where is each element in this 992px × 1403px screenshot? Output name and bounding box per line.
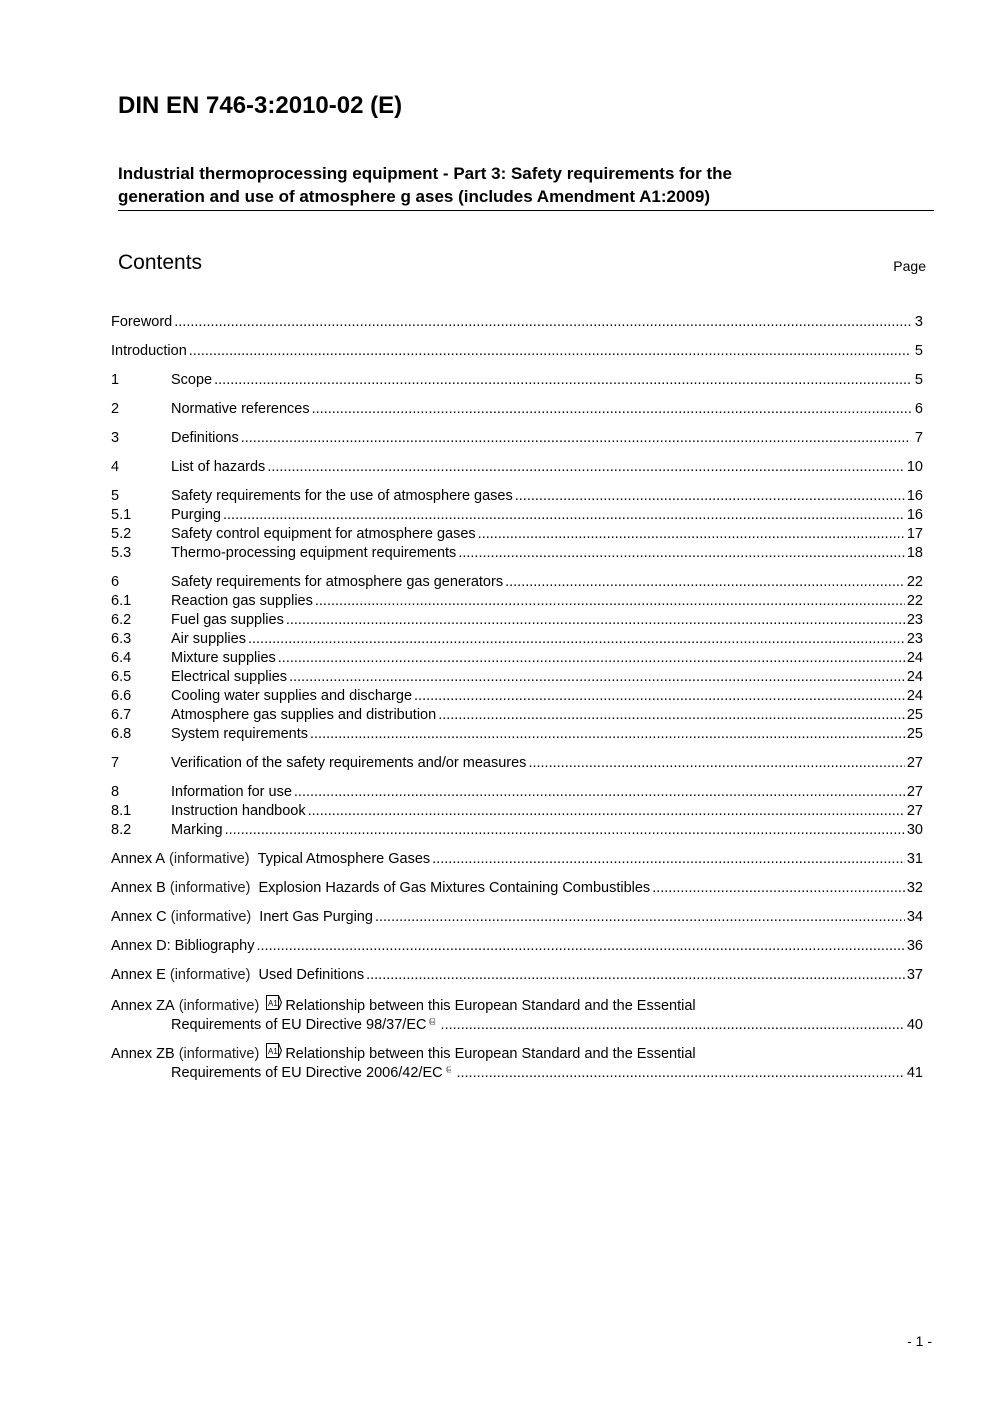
- toc-entry-5[interactable]: [111, 487, 923, 506]
- annex-label: Annex ZB: [111, 1046, 175, 1062]
- toc-entry-3[interactable]: [111, 429, 923, 448]
- toc-entry-title: Safety control equipment for atmosphere gases: [171, 526, 476, 542]
- toc-entry-number: 1: [111, 372, 120, 388]
- toc-entry-title: Requirements of EU Directive 98/37/EC: [171, 1017, 427, 1033]
- toc-entry-annex-a[interactable]: [111, 850, 923, 869]
- toc-entry-annex-za[interactable]: [111, 995, 923, 1014]
- toc-entry-number: 5: [111, 488, 120, 504]
- toc-entry-annex-b[interactable]: [111, 879, 923, 898]
- toc-leader-dots: [286, 611, 905, 630]
- toc-entry-title: Used Definitions: [258, 967, 365, 983]
- table-of-contents: [111, 313, 923, 1081]
- toc-entry-introduction[interactable]: [111, 342, 923, 361]
- toc-entry-page: 41: [906, 1065, 923, 1081]
- toc-entry-5-3[interactable]: [111, 544, 923, 563]
- toc-entry-6-8[interactable]: [111, 725, 923, 744]
- contents-heading: Contents: [118, 251, 203, 274]
- toc-entry-page: 27: [906, 755, 923, 771]
- toc-entry-page: 5: [914, 343, 923, 359]
- amendment-a1-start-icon: [266, 1043, 282, 1058]
- toc-leader-dots: [225, 821, 905, 840]
- toc-leader-dots: [515, 487, 905, 506]
- toc-leader-dots: [438, 706, 905, 725]
- toc-leader-dots: [310, 725, 905, 744]
- toc-leader-dots: [241, 429, 911, 448]
- svg-text:A1: A1: [447, 1067, 452, 1072]
- toc-entry-8-2[interactable]: [111, 821, 923, 840]
- toc-entry-5-2[interactable]: [111, 525, 923, 544]
- toc-entry-annex-d[interactable]: [111, 937, 923, 956]
- toc-entry-8-1[interactable]: [111, 802, 923, 821]
- document-title-line-1: Industrial thermoprocessing equipment - Part 3: Safety requirements for the: [118, 164, 733, 183]
- toc-entry-number: 6.1: [111, 593, 132, 609]
- toc-entry-page: 6: [914, 401, 923, 417]
- toc-entry-number: 3: [111, 430, 120, 446]
- annex-label: Annex E: [111, 967, 166, 983]
- annex-label: Annex B: [111, 880, 166, 896]
- toc-entry-page: 25: [906, 726, 923, 742]
- toc-entry-number: 6.5: [111, 669, 132, 685]
- toc-entry-title: Definitions: [171, 430, 239, 446]
- toc-entry-title: Safety requirements for the use of atmosphere gases: [171, 488, 513, 504]
- toc-entry-annex-za-continued[interactable]: [111, 1014, 923, 1033]
- toc-leader-dots: [458, 544, 905, 563]
- toc-entry-page: 32: [906, 880, 923, 896]
- toc-entry-number: 6.7: [111, 707, 132, 723]
- toc-entry-title: Relationship between this European Standard and the Essential: [285, 998, 696, 1014]
- toc-entry-page: 18: [906, 545, 923, 561]
- toc-entry-title: Information for use: [171, 784, 292, 800]
- toc-entry-number: 8.2: [111, 822, 132, 838]
- toc-entry-page: 27: [906, 784, 923, 800]
- toc-entry-8[interactable]: [111, 783, 923, 802]
- toc-entry-number: 6.4: [111, 650, 132, 666]
- toc-leader-dots: [315, 592, 905, 611]
- toc-leader-dots: [248, 630, 905, 649]
- toc-leader-dots: [414, 687, 905, 706]
- toc-entry-title: System requirements: [171, 726, 308, 742]
- toc-entry-annex-zb-continued[interactable]: [111, 1062, 923, 1081]
- amendment-a1-start-icon: [266, 995, 282, 1010]
- toc-entry-page: 23: [906, 631, 923, 647]
- toc-entry-6-1[interactable]: [111, 592, 923, 611]
- toc-leader-dots: [223, 506, 905, 525]
- toc-entry-title: Atmosphere gas supplies and distribution: [171, 707, 437, 723]
- document-title: [118, 162, 934, 211]
- toc-entry-page: 10: [906, 459, 923, 475]
- toc-entry-title: List of hazards: [171, 459, 266, 475]
- annex-qualifier: (informative): [169, 880, 251, 896]
- toc-entry-title: Cooling water supplies and discharge: [171, 688, 413, 704]
- svg-text:A1: A1: [268, 999, 279, 1008]
- toc-entry-number: 5.1: [111, 507, 132, 523]
- toc-entry-number: 5.3: [111, 545, 132, 561]
- toc-entry-6-5[interactable]: [111, 668, 923, 687]
- toc-entry-title: Reaction gas supplies: [171, 593, 313, 609]
- toc-entry-foreword[interactable]: [111, 313, 923, 332]
- annex-qualifier: (informative): [170, 909, 252, 925]
- toc-entry-title: Thermo-processing equipment requirements: [171, 545, 457, 561]
- toc-entry-2[interactable]: [111, 400, 923, 419]
- annex-label: Annex C: [111, 909, 167, 925]
- annex-qualifier: (informative): [178, 1046, 260, 1062]
- toc-entry-page: 34: [906, 909, 923, 925]
- toc-entry-1[interactable]: [111, 371, 923, 390]
- toc-entry-page: 25: [906, 707, 923, 723]
- page-number: - 1 -: [907, 1333, 932, 1349]
- toc-entry-title: Foreword: [111, 314, 173, 330]
- toc-entry-page: 5: [914, 372, 923, 388]
- annex-label: Annex D: Bibliography: [111, 938, 255, 954]
- toc-entry-6-4[interactable]: [111, 649, 923, 668]
- toc-entry-page: 22: [906, 593, 923, 609]
- toc-leader-dots: [432, 850, 905, 869]
- toc-entry-annex-c[interactable]: [111, 908, 923, 927]
- toc-leader-dots: [294, 783, 905, 802]
- toc-entry-page: 24: [906, 669, 923, 685]
- toc-leader-dots: [366, 966, 905, 985]
- toc-entry-6-7[interactable]: [111, 706, 923, 725]
- toc-entry-6-6[interactable]: [111, 687, 923, 706]
- toc-entry-title: Marking: [171, 822, 223, 838]
- toc-entry-number: 6.3: [111, 631, 132, 647]
- toc-entry-number: 5.2: [111, 526, 132, 542]
- toc-entry-page: 16: [906, 488, 923, 504]
- toc-entry-number: 6: [111, 574, 120, 590]
- toc-leader-dots: [312, 400, 911, 419]
- toc-entry-title: Scope: [171, 372, 213, 388]
- toc-entry-page: 27: [906, 803, 923, 819]
- toc-entry-page: 3: [914, 314, 923, 330]
- toc-entry-title: Air supplies: [171, 631, 246, 647]
- document-id: DIN EN 746-3:2010-02 (E): [118, 92, 403, 119]
- toc-entry-6-3[interactable]: [111, 630, 923, 649]
- annex-label: Annex A: [111, 851, 166, 867]
- toc-leader-dots: [189, 342, 911, 361]
- annex-qualifier: (informative): [169, 967, 251, 983]
- toc-leader-dots: [174, 313, 911, 332]
- toc-entry-page: 36: [906, 938, 923, 954]
- toc-entry-title: Explosion Hazards of Gas Mixtures Containing Combustibles: [258, 880, 651, 896]
- amendment-a1-end-icon: [429, 1014, 435, 1029]
- toc-leader-dots: [505, 573, 905, 592]
- toc-entry-6[interactable]: [111, 573, 923, 592]
- toc-entry-annex-zb[interactable]: [111, 1043, 923, 1062]
- toc-leader-dots: [375, 908, 905, 927]
- toc-entry-page: 22: [906, 574, 923, 590]
- toc-entry-title: Introduction: [111, 343, 187, 359]
- toc-leader-dots: [289, 668, 905, 687]
- toc-entry-annex-e[interactable]: [111, 966, 923, 985]
- toc-leader-dots: [256, 937, 904, 956]
- toc-entry-title: Fuel gas supplies: [171, 612, 284, 628]
- annex-qualifier: (informative): [169, 851, 250, 867]
- toc-leader-dots: [278, 649, 905, 668]
- toc-entry-number: 6.2: [111, 612, 132, 628]
- toc-entry-title: Typical Atmosphere Gases: [257, 851, 431, 867]
- toc-entry-title: Electrical supplies: [171, 669, 288, 685]
- toc-leader-dots: [478, 525, 905, 544]
- toc-entry-title: Inert Gas Purging: [259, 909, 373, 925]
- amendment-a1-end-icon: [446, 1062, 452, 1077]
- annex-label: Annex ZA: [111, 998, 175, 1014]
- toc-entry-page: 30: [906, 822, 923, 838]
- toc-entry-7[interactable]: [111, 754, 923, 773]
- toc-leader-dots: [456, 1064, 904, 1083]
- toc-entry-page: 31: [906, 851, 923, 867]
- toc-entry-page: 16: [906, 507, 923, 523]
- toc-entry-page: 40: [906, 1017, 923, 1033]
- toc-entry-number: 4: [111, 459, 120, 475]
- annex-qualifier: (informative): [178, 998, 260, 1014]
- toc-entry-number: 6.6: [111, 688, 132, 704]
- toc-entry-page: 37: [906, 967, 923, 983]
- toc-entry-title: Requirements of EU Directive 2006/42/EC: [171, 1065, 443, 1081]
- toc-entry-title: Normative references: [171, 401, 310, 417]
- page-column-label: Page: [893, 258, 926, 274]
- toc-entry-number: 8: [111, 784, 120, 800]
- toc-entry-4[interactable]: [111, 458, 923, 477]
- toc-leader-dots: [528, 754, 904, 773]
- toc-entry-page: 23: [906, 612, 923, 628]
- document-title-line-2: generation and use of atmosphere g ases (includes Amendment A1:2009): [118, 187, 711, 206]
- toc-entry-page: 24: [906, 688, 923, 704]
- toc-entry-page: 7: [914, 430, 923, 446]
- toc-leader-dots: [267, 458, 905, 477]
- toc-entry-number: 6.8: [111, 726, 132, 742]
- toc-entry-title: Instruction handbook: [171, 803, 306, 819]
- svg-text:A1: A1: [431, 1019, 436, 1024]
- toc-entry-title: Mixture supplies: [171, 650, 276, 666]
- toc-entry-page: 17: [906, 526, 923, 542]
- toc-entry-number: 7: [111, 755, 120, 771]
- toc-entry-number: 2: [111, 401, 120, 417]
- toc-entry-page: 24: [906, 650, 923, 666]
- svg-text:A1: A1: [268, 1047, 279, 1056]
- toc-entry-number: 8.1: [111, 803, 132, 819]
- toc-leader-dots: [652, 879, 905, 898]
- toc-leader-dots: [214, 371, 911, 390]
- toc-leader-dots: [441, 1016, 905, 1035]
- toc-entry-title: Purging: [171, 507, 221, 523]
- toc-entry-5-1[interactable]: [111, 506, 923, 525]
- toc-leader-dots: [308, 802, 905, 821]
- toc-entry-title: Safety requirements for atmosphere gas generators: [171, 574, 504, 590]
- toc-entry-title: Relationship between this European Standard and the Essential: [285, 1046, 696, 1062]
- toc-entry-6-2[interactable]: [111, 611, 923, 630]
- toc-entry-title: Verification of the safety requirements and/or measures: [171, 755, 527, 771]
